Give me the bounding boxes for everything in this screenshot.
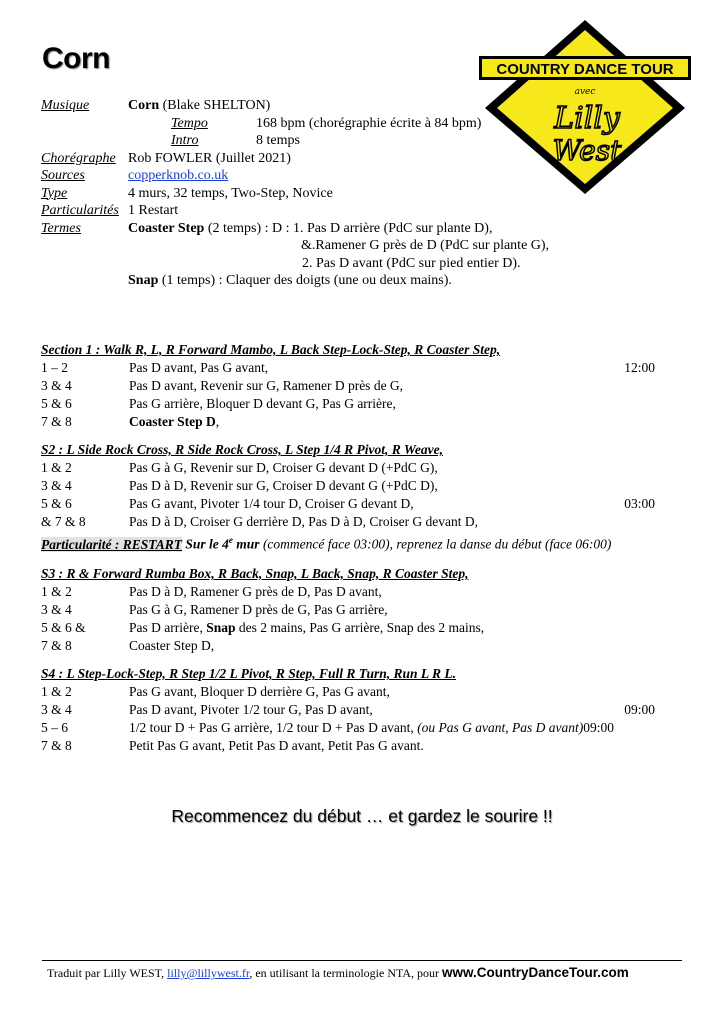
tempo-label: Tempo — [171, 115, 208, 131]
footer — [47, 965, 629, 981]
step-desc: Pas D à D, Croiser G derrière D, Pas D à D, Croiser G devant D, — [129, 514, 479, 529]
tempo-value: 168 bpm (chorégraphie écrite à 84 bpm) — [256, 115, 482, 131]
step-desc: Pas D à D, Revenir sur G, Croiser D devant G (+PdC D), — [129, 478, 438, 493]
step-row — [41, 737, 661, 755]
step-row — [41, 459, 661, 477]
section-header: S4 : L Step-Lock-Step, R Step 1/2 L Pivot, R Step, Full R Turn, Run L R L. — [41, 666, 457, 681]
step-count: 5 & 6 — [41, 396, 72, 411]
step-desc: Coaster Step D — [129, 414, 216, 429]
step-count: 5 – 6 — [41, 720, 68, 735]
step-row — [41, 583, 661, 601]
step-row — [41, 619, 661, 637]
step-desc: Pas D arrière, — [129, 620, 207, 635]
step-count: 5 & 6 — [41, 496, 72, 511]
footer-prefix: Traduit par Lilly WEST, — [47, 966, 168, 980]
snap-term: Snap — [128, 273, 159, 288]
choreo-value: Rob FOWLER (Juillet 2021) — [128, 150, 291, 166]
step-count: 3 & 4 — [41, 602, 72, 617]
step-desc-alt: (ou Pas G avant, Pas D avant) — [417, 720, 584, 735]
type-label: Type — [41, 185, 68, 201]
section-4 — [41, 665, 661, 755]
restart-label: Particularité : RESTART — [41, 536, 183, 552]
step-desc: Pas G arrière, Bloquer D devant G, Pas G arrière, — [129, 396, 396, 411]
logo-line2: avec — [574, 87, 596, 97]
step-clock: 09:00 — [583, 720, 615, 735]
step-clock: 09:00 — [624, 702, 655, 717]
step-count: 5 & 6 & — [41, 620, 86, 635]
restart-detail: (commencé face 03:00), reprenez la danse du début (face 06:00) — [259, 536, 612, 552]
step-count: 7 & 8 — [41, 414, 72, 429]
step-row — [41, 495, 661, 513]
country-dance-tour-logo — [475, 16, 695, 196]
intro-value: 8 temps — [256, 133, 300, 148]
step-desc: Pas G à G, Ramener D près de G, Pas G arrière, — [129, 602, 388, 617]
step-count: 7 & 8 — [41, 738, 72, 753]
coaster-step-term: Coaster Step — [128, 220, 205, 236]
restart-note — [41, 531, 661, 552]
coaster-step-def1: (2 temps) : D : 1. Pas D arrière (PdC sur plante D), — [204, 220, 493, 236]
step-count: 1 & 2 — [41, 460, 72, 475]
section-2 — [41, 441, 661, 552]
musique-title: Corn — [128, 98, 160, 113]
step-clock: 12:00 — [624, 360, 655, 375]
step-row — [41, 413, 661, 431]
intro-label: Intro — [171, 133, 199, 148]
step-desc: Coaster Step D, — [129, 638, 215, 653]
page-title: Corn — [42, 42, 110, 75]
step-row — [41, 683, 661, 701]
logo-line4: West — [552, 134, 622, 167]
step-row — [41, 359, 661, 377]
step-row — [41, 395, 661, 413]
logo-line1: COUNTRY DANCE TOUR — [496, 61, 674, 78]
type-value: 4 murs, 32 temps, Two-Step, Novice — [128, 185, 333, 201]
step-desc: 1/2 tour D + Pas G arrière, 1/2 tour D + Pas D avant, — [129, 720, 418, 735]
step-clock: 03:00 — [624, 496, 655, 511]
logo-line3: Lilly — [554, 101, 620, 136]
step-desc: Pas D avant, Pivoter 1/2 tour G, Pas D avant, — [129, 702, 373, 717]
step-desc: Pas D avant, Revenir sur G, Ramener D près de G, — [129, 378, 404, 393]
step-count: 1 – 2 — [41, 360, 68, 375]
restart-wall: Sur le 4 — [182, 536, 229, 552]
musique-label: Musique — [41, 98, 90, 113]
step-row — [41, 701, 661, 719]
section-3 — [41, 565, 661, 655]
step-desc-tail: , — [215, 414, 220, 429]
step-count: 3 & 4 — [41, 478, 72, 493]
step-row — [41, 637, 661, 655]
section-1 — [41, 341, 661, 431]
step-desc-bold: Snap — [206, 620, 236, 635]
step-desc: Pas G à G, Revenir sur D, Croiser G devant D (+PdC G), — [129, 460, 438, 475]
footer-divider — [42, 960, 682, 961]
section-header: S3 : R & Forward Rumba Box, R Back, Snap, L Back, Snap, R Coaster Step, — [41, 566, 469, 581]
particularites-value: 1 Restart — [128, 203, 179, 218]
particularites-label: Particularités — [41, 203, 119, 218]
step-desc: Pas D avant, Pas G avant, — [129, 360, 269, 375]
musique-artist: (Blake SHELTON) — [159, 98, 271, 113]
step-row — [41, 377, 661, 395]
coaster-step-def3: 2. Pas D avant (PdC sur pied entier D). — [302, 255, 521, 271]
sources-link[interactable]: copperknob.co.uk — [128, 168, 229, 183]
step-desc: Petit Pas G avant, Petit Pas D avant, Petit Pas G avant. — [129, 738, 424, 753]
step-row — [41, 601, 661, 619]
step-row — [41, 477, 661, 495]
section-header: S2 : L Side Rock Cross, R Side Rock Cross, L Step 1/4 R Pivot, R Weave, — [41, 442, 444, 457]
step-count: 7 & 8 — [41, 638, 72, 653]
step-count: 1 & 2 — [41, 584, 72, 599]
step-desc: Pas G avant, Pivoter 1/4 tour D, Croiser G devant D, — [129, 496, 414, 511]
termes-label: Termes — [41, 220, 81, 236]
step-count: & 7 & 8 — [41, 514, 86, 529]
step-count: 3 & 4 — [41, 702, 72, 717]
footer-email-link[interactable]: lilly@lillywest.fr — [167, 966, 250, 980]
step-count: 3 & 4 — [41, 378, 72, 393]
section-header: Section 1 : Walk R, L, R Forward Mambo, L Back Step-Lock-Step, R Coaster Step, — [41, 342, 501, 357]
snap-def: (1 temps) : Claquer des doigts (une ou deux mains). — [158, 273, 452, 288]
step-row — [41, 513, 661, 531]
step-count: 1 & 2 — [41, 684, 72, 699]
footer-website[interactable]: www.CountryDanceTour.com — [442, 965, 629, 980]
footer-middle: , en utilisant la terminologie NTA, pour — [249, 966, 443, 980]
step-desc-tail: des 2 mains, Pas G arrière, Snap des 2 mains, — [235, 620, 485, 635]
step-row — [41, 719, 661, 737]
coaster-step-def2: &.Ramener G près de D (PdC sur plante G), — [301, 238, 550, 253]
sources-label: Sources — [41, 168, 85, 183]
restart-sup: e — [228, 535, 233, 545]
step-desc: Pas G avant, Bloquer D derrière G, Pas G avant, — [129, 684, 390, 699]
restart-wall-suffix: mur — [232, 536, 260, 552]
choreo-label: Chorégraphe — [41, 150, 116, 166]
closing-message: Recommencez du début … et gardez le sourire !! — [171, 806, 553, 826]
step-desc: Pas D à D, Ramener G près de D, Pas D avant, — [129, 584, 382, 599]
